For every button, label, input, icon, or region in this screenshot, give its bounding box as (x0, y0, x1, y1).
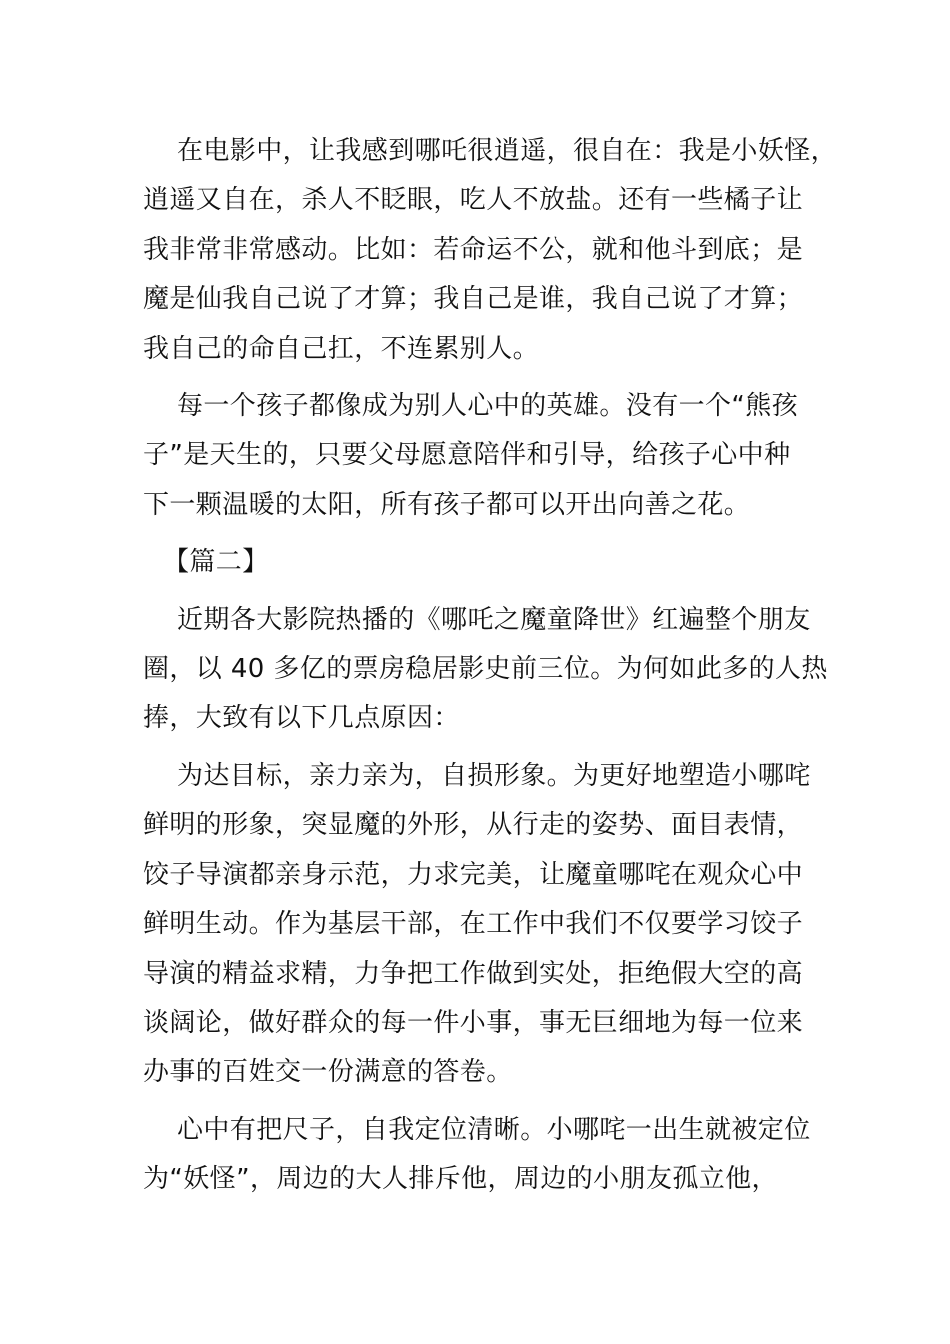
paragraph-4 (143, 752, 811, 1098)
text-line: 下一颗温暖的太阳，所有孩子都可以开出向善之花。 (143, 489, 751, 520)
section-heading-text: 【篇二】 (163, 547, 269, 578)
text-line: 在电影中，让我感到哪吒很逍遥，很自在：我是小妖怪， (177, 136, 838, 166)
text-line: 逍遥又自在，杀人不眨眼，吃人不放盐。还有一些橘子让 (143, 185, 804, 216)
text-line: 办事的百姓交一份满意的答卷。 (143, 1057, 513, 1088)
paragraph-2 (143, 382, 808, 530)
text-line: 谈阔论，做好群众的每一件小事，事无巨细地为每一位来 (143, 1007, 804, 1038)
text-line: 子”是天生的，只要父母愿意陪伴和引导，给孩子心中种 (143, 440, 791, 471)
section-heading (143, 538, 808, 587)
text-line: 鲜明生动。作为基层干部，在工作中我们不仅要学习饺子 (143, 909, 804, 940)
text-line: 我非常非常感动。比如：若命运不公，就和他斗到底；是 (143, 234, 804, 265)
paragraph-1 (143, 127, 838, 374)
text-line: 我自己的命自己扛，不连累别人。 (143, 333, 540, 364)
text-line: 心中有把尺子，自我定位清晰。小哪咤一出生就被定位 (177, 1114, 811, 1145)
paragraph-5 (143, 1106, 811, 1205)
text-line: 捧，大致有以下几点原因： (143, 703, 460, 734)
text-line: 鲜明的形象，突显魔的外形，从行走的姿势、面目表情， (143, 810, 804, 841)
text-line: 近期各大影院热播的《哪吒之魔童降世》红遍整个朋友 (177, 604, 811, 635)
text-line: 每一个孩子都像成为别人心中的英雄。没有一个“熊孩 (177, 391, 799, 422)
text-line: 魔是仙我自己说了才算；我自己是谁，我自己说了才算； (143, 284, 804, 315)
text-line: 为“妖怪”，周边的大人排斥他，周边的小朋友孤立他， (143, 1164, 778, 1195)
text-line: 为达目标，亲力亲为，自损形象。为更好地塑造小哪咤 (177, 760, 811, 791)
paragraph-3 (143, 596, 828, 744)
document-body (143, 127, 838, 1213)
text-line: 饺子导演都亲身示范，力求完美，让魔童哪咤在观众心中 (143, 859, 804, 890)
text-line: 导演的精益求精，力争把工作做到实处，拒绝假大空的高 (143, 958, 804, 989)
text-line: 圈，以 40 多亿的票房稳居影史前三位。为何如此多的人热 (143, 654, 828, 685)
